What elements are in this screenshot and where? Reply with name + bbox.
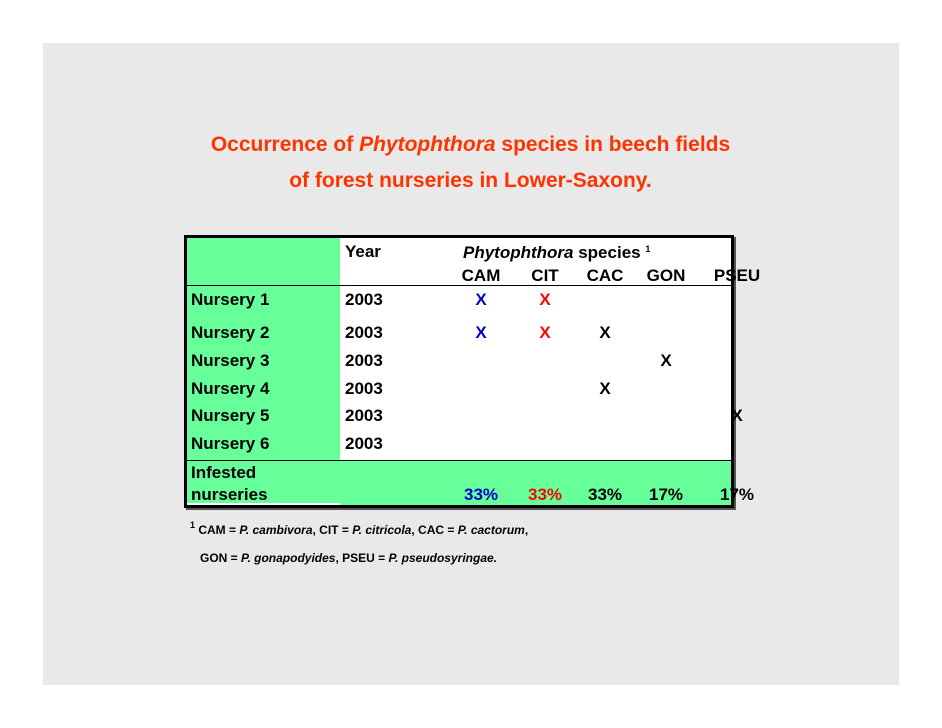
column-header-cac: CAC: [586, 266, 624, 285]
footnote-text: , CAC =: [411, 523, 458, 537]
row-label: Nursery 4: [191, 379, 270, 398]
footnote-text: GON =: [200, 551, 242, 565]
species-name: P. cactorum: [457, 523, 525, 537]
title-line-1: [173, 133, 768, 157]
column-header-pseu: PSEU: [713, 266, 761, 285]
footnote-text: , CIT =: [312, 523, 353, 537]
species-header-rest: species: [573, 243, 641, 262]
year-header: Year: [345, 242, 381, 261]
column-header-cit: CIT: [531, 266, 559, 285]
summary-value-cit: 33%: [527, 485, 563, 504]
footnote-text: ,: [524, 523, 529, 537]
footnote-sup: 1: [190, 520, 196, 530]
summary-separator: [187, 460, 731, 461]
footnote-line-2: [200, 551, 497, 565]
mark-cac: X: [599, 379, 611, 398]
mark-cit: X: [539, 290, 551, 309]
title-genus: Phytophthora: [359, 133, 496, 156]
summary-value-gon: 17%: [648, 485, 684, 504]
mark-cam: X: [475, 290, 487, 309]
footnote-text-1: [195, 523, 528, 537]
species-header-genus: Phytophthora: [463, 243, 574, 262]
title-pre: Occurrence of: [210, 133, 360, 156]
summary-value-cam: 33%: [463, 485, 499, 504]
column-header-cam: CAM: [461, 266, 501, 285]
species-header-sup: 1: [645, 244, 651, 254]
mark-gon: X: [660, 351, 672, 370]
title-post: species in beech fields: [495, 133, 731, 156]
title-line-2: of forest nurseries in Lower-Saxony.: [289, 169, 652, 192]
row-year: 2003: [345, 379, 383, 398]
row-year: 2003: [345, 290, 383, 309]
species-name: P. gonapodyides: [241, 551, 336, 565]
species-name: P. pseudosyringae.: [388, 551, 498, 565]
occurrence-table: [184, 235, 761, 508]
footnote-text: CAM =: [195, 523, 240, 537]
row-label: Nursery 3: [191, 351, 270, 370]
mark-cac: X: [599, 323, 611, 342]
slide: [43, 43, 899, 685]
column-header-gon: GON: [646, 266, 686, 285]
mark-pseu: X: [731, 406, 743, 425]
row-label: Nursery 2: [191, 323, 270, 342]
mark-cit: X: [539, 323, 551, 342]
species-name: P. citricola: [352, 523, 412, 537]
summary-label-line-2: nurseries: [191, 485, 268, 504]
footnote-line-1: [190, 520, 529, 537]
row-year: 2003: [345, 406, 383, 425]
row-year: 2003: [345, 434, 383, 453]
summary-value-cac: 33%: [587, 485, 623, 504]
summary-value-pseu: 17%: [719, 485, 755, 504]
summary-label-line-1: Infested: [191, 463, 257, 482]
mark-cam: X: [475, 323, 487, 342]
row-label: Nursery 5: [191, 406, 270, 425]
species-name: P. cambivora: [239, 523, 313, 537]
row-label: Nursery 1: [191, 290, 270, 309]
row-year: 2003: [345, 351, 383, 370]
species-header: [463, 243, 650, 265]
row-year: 2003: [345, 323, 383, 342]
row-label: Nursery 6: [191, 434, 270, 453]
footnote-text: , PSEU =: [335, 551, 389, 565]
